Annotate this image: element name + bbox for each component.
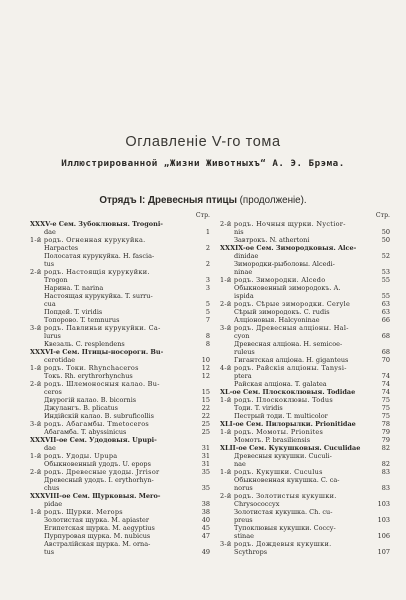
toc-entry-text: 2-й родъ. Ночныя щурки. Nyctior- bbox=[220, 220, 346, 228]
toc-entry-text: Нарина. T. narina bbox=[44, 284, 104, 292]
toc-entry-page: 63 bbox=[381, 308, 390, 316]
toc-entry-text: Обыкновенный зимородокъ. A. bbox=[234, 284, 341, 292]
toc-entry bbox=[30, 252, 210, 260]
toc-entry bbox=[220, 308, 390, 316]
toc-entry-page: 31 bbox=[201, 452, 210, 460]
toc-entry-text: Полосатая курукуйка. H. fascia- bbox=[44, 252, 155, 260]
toc-entry bbox=[220, 476, 390, 484]
toc-entry bbox=[30, 372, 210, 380]
toc-entry-text: ptera bbox=[234, 372, 252, 380]
toc-entry bbox=[220, 540, 390, 548]
toc-entry-page: 52 bbox=[381, 252, 390, 260]
toc-entry bbox=[220, 500, 390, 508]
toc-entry-page: 79 bbox=[381, 428, 390, 436]
toc-entry bbox=[220, 396, 390, 404]
toc-entry-text: XXXVIII-ое Сем. Щурковыя. Mero- bbox=[30, 492, 161, 500]
toc-entry bbox=[220, 268, 390, 276]
toc-entry bbox=[220, 492, 390, 500]
toc-entry-text: 1-й родъ. Плоскоклювы. Todus bbox=[220, 396, 334, 404]
toc-entry-page: 12 bbox=[201, 364, 210, 372]
toc-entry-text: 2-й родъ. Золотистыя кукушки. bbox=[220, 492, 337, 500]
toc-entry-text: Топорово. T. temnurus bbox=[44, 316, 120, 324]
toc-entry-text: 1-й родъ. Огненная курукуйка. bbox=[30, 236, 146, 244]
toc-entry-text: XL-ое Сем. Плоскоклювыя. Todidae bbox=[220, 388, 356, 396]
toc-entry-text: Джулангъ. B. plicatus bbox=[44, 404, 118, 412]
toc-entry-text: XXXV-е Сем. Зубоклювыя. Trogoni- bbox=[30, 220, 163, 228]
toc-entry bbox=[220, 316, 390, 324]
toc-entry bbox=[220, 332, 390, 340]
toc-entry-page: 22 bbox=[201, 412, 210, 420]
toc-entry bbox=[220, 348, 390, 356]
toc-entry-text: XXXVII-ое Сем. Удодовыя. Upupi- bbox=[30, 436, 157, 444]
toc-entry-page: 75 bbox=[381, 404, 390, 412]
toc-entry-text: Завтрокъ. N. athertoni bbox=[234, 236, 310, 244]
toc-entry-page: 25 bbox=[201, 420, 210, 428]
toc-entry-text: tus bbox=[44, 260, 55, 268]
toc-entry-text: Индійскій калао. B. subruficollis bbox=[44, 412, 154, 420]
toc-entry-text: Древесная алціона. H. semicoe- bbox=[234, 340, 343, 348]
toc-entry-text: Египетская щурка. M. aegyptius bbox=[44, 524, 155, 532]
toc-entry bbox=[220, 364, 390, 372]
toc-entry-text: nae bbox=[234, 460, 246, 468]
toc-entry-page: 31 bbox=[201, 460, 210, 468]
toc-entry bbox=[30, 444, 210, 452]
toc-entry bbox=[30, 292, 210, 300]
toc-entry bbox=[220, 508, 390, 516]
toc-entry-text: Тоди. T. viridis bbox=[234, 404, 283, 412]
toc-entry-text: 1-й родъ. Удоды. Upupa bbox=[30, 452, 118, 460]
toc-entry-page: 68 bbox=[381, 332, 390, 340]
toc-entry-text: Алціоновыя. Halcyoninae bbox=[234, 316, 320, 324]
toc-entry-page: 3 bbox=[205, 284, 210, 292]
toc-entry bbox=[220, 252, 390, 260]
toc-entry bbox=[30, 452, 210, 460]
toc-entry-text: 3-й родъ. Дождевыя кукушки. bbox=[220, 540, 332, 548]
toc-entry bbox=[220, 388, 390, 396]
toc-entry-page: 38 bbox=[201, 500, 210, 508]
toc-entry bbox=[220, 356, 390, 364]
toc-entry-page: 83 bbox=[381, 484, 390, 492]
toc-entry bbox=[220, 484, 390, 492]
toc-entry-text: XLI-ое Сем. Пилорылки. Prionitidae bbox=[220, 420, 356, 428]
toc-entry-text: Райская алціона. T. galatea bbox=[234, 380, 327, 388]
toc-entry-page: 83 bbox=[381, 468, 390, 476]
toc-entry bbox=[30, 492, 210, 500]
toc-entry bbox=[30, 380, 210, 388]
toc-entry-page: 53 bbox=[381, 268, 390, 276]
toc-entry-text: Trogon bbox=[44, 276, 68, 284]
toc-entry bbox=[220, 404, 390, 412]
toc-entry-page: 55 bbox=[381, 276, 390, 284]
toc-entry-page: 103 bbox=[377, 516, 390, 524]
toc-entry-page: 68 bbox=[381, 348, 390, 356]
toc-entry-text: Гигантская алціона. H. giganteus bbox=[234, 356, 349, 364]
toc-entry-text: nis bbox=[234, 228, 244, 236]
toc-entry-page: 15 bbox=[201, 396, 210, 404]
toc-entry-page: 31 bbox=[201, 444, 210, 452]
toc-entry-page: 35 bbox=[201, 484, 210, 492]
toc-entry-text: 1-й родъ. Зимородки. Alcedo bbox=[220, 276, 326, 284]
toc-entry bbox=[220, 420, 390, 428]
toc-entry-page: 40 bbox=[201, 516, 210, 524]
toc-entry bbox=[30, 516, 210, 524]
toc-entry-page: 74 bbox=[381, 380, 390, 388]
toc-entry-page: 8 bbox=[205, 332, 210, 340]
toc-entry bbox=[220, 236, 390, 244]
toc-entry bbox=[220, 548, 390, 556]
toc-entry-text: 4-й родъ. Райскія алціоны. Tanysi- bbox=[220, 364, 347, 372]
toc-entry bbox=[30, 276, 210, 284]
toc-entry-page: 45 bbox=[201, 524, 210, 532]
toc-entry bbox=[220, 412, 390, 420]
toc-entry bbox=[30, 396, 210, 404]
toc-entry bbox=[30, 428, 210, 436]
volume-title: Оглавленіе V-го тома bbox=[125, 134, 281, 150]
toc-entry-text: 3-й родъ. Абагамбы. Tmetoceros bbox=[30, 420, 150, 428]
toc-entry-page: 70 bbox=[381, 356, 390, 364]
toc-entry-text: Обыкновенный удодъ. U. epops bbox=[44, 460, 151, 468]
toc-entry-text: Австралійская щурка. M. orna- bbox=[44, 540, 151, 548]
toc-entry-page: 82 bbox=[381, 460, 390, 468]
toc-entry-text: ceros bbox=[44, 388, 62, 396]
toc-entry-page: 25 bbox=[201, 428, 210, 436]
toc-entry-text: XLII-ое Сем. Кукушковыя. Cuculidae bbox=[220, 444, 361, 452]
toc-entry-text: Harpactes bbox=[44, 244, 79, 252]
toc-entry bbox=[30, 300, 210, 308]
toc-entry-text: Пестрый тоди. T. multicolor bbox=[234, 412, 328, 420]
toc-entry-text: stinae bbox=[234, 532, 254, 540]
toc-entry-page: 78 bbox=[381, 420, 390, 428]
toc-entry-page: 2 bbox=[205, 244, 210, 252]
toc-entry-text: 1-й родъ. Щурки. Merops bbox=[30, 508, 123, 516]
toc-entry-text: Настоящая курукуйка. T. surru- bbox=[44, 292, 153, 300]
toc-entry bbox=[30, 332, 210, 340]
toc-entry-text: dae bbox=[44, 228, 56, 236]
toc-entry bbox=[30, 436, 210, 444]
toc-entry bbox=[30, 268, 210, 276]
toc-entry bbox=[30, 420, 210, 428]
toc-entry-page: 47 bbox=[201, 532, 210, 540]
toc-entry-text: Золотистая кукушка. Ch. cu- bbox=[234, 508, 333, 516]
page-column-label: Стр. bbox=[195, 212, 210, 219]
toc-entry bbox=[220, 380, 390, 388]
toc-entry-page: 22 bbox=[201, 404, 210, 412]
toc-entry bbox=[30, 532, 210, 540]
toc-entry-page: 50 bbox=[381, 228, 390, 236]
toc-entry-text: cyon bbox=[234, 332, 250, 340]
toc-entry-page: 35 bbox=[201, 468, 210, 476]
toc-entry-text: 3-й родъ. Древесныя алціоны. Hal- bbox=[220, 324, 349, 332]
toc-entry-text: Токъ. Rh. erythrorhynchus bbox=[44, 372, 133, 380]
toc-entry-page: 2 bbox=[205, 260, 210, 268]
toc-entry bbox=[30, 348, 210, 356]
toc-entry bbox=[220, 284, 390, 292]
toc-entry bbox=[220, 220, 390, 228]
toc-entry-page: 10 bbox=[201, 356, 210, 364]
toc-entry-page: 106 bbox=[377, 532, 390, 540]
toc-entry-text: Scythrops bbox=[234, 548, 268, 556]
toc-entry-text: dinidae bbox=[234, 252, 259, 260]
toc-entry-text: dae bbox=[44, 444, 56, 452]
work-subtitle: Иллюстрированной „Жизни Животныхъ“ А. Э. Брэма. bbox=[61, 158, 345, 169]
toc-entry bbox=[220, 532, 390, 540]
toc-entry-text: ruleus bbox=[234, 348, 255, 356]
toc-entry-page: 79 bbox=[381, 436, 390, 444]
toc-entry-text: 2-й родъ. Настоящія курукуйки. bbox=[30, 268, 150, 276]
toc-entry bbox=[220, 324, 390, 332]
toc-entry bbox=[30, 388, 210, 396]
toc-entry bbox=[220, 452, 390, 460]
toc-entry bbox=[30, 356, 210, 364]
toc-entry-text: cerotidae bbox=[44, 356, 76, 364]
toc-entry bbox=[30, 228, 210, 236]
toc-entry bbox=[220, 340, 390, 348]
toc-entry bbox=[30, 308, 210, 316]
toc-entry-page: 15 bbox=[201, 388, 210, 396]
toc-entry bbox=[220, 436, 390, 444]
toc-entry-text: pidae bbox=[44, 500, 63, 508]
toc-left-column bbox=[30, 211, 210, 556]
toc-entry-text: XXXVI-е Сем. Птицы-носороги. Bu- bbox=[30, 348, 164, 356]
toc-entry-page: 50 bbox=[381, 236, 390, 244]
toc-entry-page: 3 bbox=[205, 276, 210, 284]
toc-entry-text: cua bbox=[44, 300, 56, 308]
toc-entry-text: XXXIX-ое Сем. Зимородковыя. Alce- bbox=[220, 244, 357, 252]
toc-entry-page: 103 bbox=[377, 500, 390, 508]
toc-entry-text: Двурогій калао. B. bicornis bbox=[44, 396, 137, 404]
toc-entry-page: 74 bbox=[381, 372, 390, 380]
toc-entry bbox=[220, 276, 390, 284]
toc-entry bbox=[30, 340, 210, 348]
toc-entry-page: 75 bbox=[381, 396, 390, 404]
toc-entry-page: 55 bbox=[381, 292, 390, 300]
toc-entry bbox=[30, 260, 210, 268]
toc-entry-text: norus bbox=[234, 484, 253, 492]
toc-right-column bbox=[220, 211, 390, 556]
toc-entry-text: Пурпуровая щурка. M. nubicus bbox=[44, 532, 151, 540]
toc-entry-text: Золотистая щурка. M. apiaster bbox=[44, 516, 149, 524]
toc-entry bbox=[30, 524, 210, 532]
toc-entry bbox=[220, 228, 390, 236]
toc-entry bbox=[220, 244, 390, 252]
toc-entry-text: preus bbox=[234, 516, 253, 524]
toc-entry bbox=[220, 372, 390, 380]
toc-entry-page: 74 bbox=[381, 388, 390, 396]
toc-entry-text: Chrysococcyx bbox=[234, 500, 280, 508]
toc-entry-text: ninae bbox=[234, 268, 253, 276]
toc-entry bbox=[220, 292, 390, 300]
toc-entry bbox=[220, 428, 390, 436]
toc-entry bbox=[30, 460, 210, 468]
toc-entry bbox=[30, 508, 210, 516]
toc-entry-page: 8 bbox=[205, 340, 210, 348]
toc-entry-page: 1 bbox=[205, 228, 210, 236]
toc-entry-text: Зимородки-рыболовы. Alcedi- bbox=[234, 260, 335, 268]
toc-entry bbox=[220, 460, 390, 468]
toc-entry bbox=[30, 244, 210, 252]
toc-entry bbox=[220, 300, 390, 308]
toc-entry bbox=[30, 540, 210, 548]
toc-entry-page: 49 bbox=[201, 548, 210, 556]
toc-entry-text: 1-й родъ. Момоты. Prionites bbox=[220, 428, 324, 436]
order-heading bbox=[0, 195, 406, 206]
order-heading-note: (продолженіе). bbox=[236, 195, 307, 206]
toc-entry-page: 7 bbox=[205, 316, 210, 324]
toc-entry-text: Квезаль. C. resplendens bbox=[44, 340, 125, 348]
toc-entry bbox=[30, 476, 210, 484]
toc-entry bbox=[30, 404, 210, 412]
order-heading-name: Отрядъ I: Древесныя птицы bbox=[99, 195, 237, 206]
toc-entry-text: lurus bbox=[44, 332, 61, 340]
toc-entry-text: 2-й родъ. Сѣрые зимородки. Ceryle bbox=[220, 300, 351, 308]
toc-entry bbox=[30, 500, 210, 508]
toc-entry-text: Обыкновенная кукушка. C. ca- bbox=[234, 476, 340, 484]
toc-entry-page: 5 bbox=[205, 308, 210, 316]
toc-entry bbox=[30, 236, 210, 244]
toc-entry-text: ispida bbox=[234, 292, 254, 300]
toc-entry bbox=[220, 260, 390, 268]
toc-entry-text: 1-й родъ. Кукушки. Cuculus bbox=[220, 468, 323, 476]
toc-entry bbox=[30, 484, 210, 492]
toc-entry-text: Момотъ. P. brasiliensis bbox=[234, 436, 311, 444]
toc-entry bbox=[30, 284, 210, 292]
toc-entry-text: 3-й родъ. Павлиньи курукуйки. Ca- bbox=[30, 324, 161, 332]
toc-entry-text: Попдей. T. viridis bbox=[44, 308, 103, 316]
toc-entry-page: 75 bbox=[381, 412, 390, 420]
toc-entry bbox=[30, 324, 210, 332]
toc-entry bbox=[220, 524, 390, 532]
toc-entry bbox=[220, 468, 390, 476]
toc-entry-page: 12 bbox=[201, 372, 210, 380]
toc-entry bbox=[30, 364, 210, 372]
toc-entry-text: Древесный удодъ. I. erythorhyn- bbox=[44, 476, 154, 484]
toc-entry bbox=[30, 468, 210, 476]
toc-entry-text: Абагамба. T. abyssinicus bbox=[44, 428, 127, 436]
toc-entry bbox=[30, 548, 210, 556]
toc-entry-page: 82 bbox=[381, 444, 390, 452]
page-column-label: Стр. bbox=[375, 212, 390, 219]
toc-entry-page: 107 bbox=[377, 548, 390, 556]
toc-entry-text: chus bbox=[44, 484, 60, 492]
toc-entry-text: Тупоклювыя кукушки. Coccy- bbox=[234, 524, 336, 532]
toc-entry bbox=[30, 412, 210, 420]
toc-entry-text: Древесныя кукушки. Cuculi- bbox=[234, 452, 332, 460]
toc-entry-text: 2-й родъ. Шлемоносныя калао. Bu- bbox=[30, 380, 160, 388]
toc-entry-text: Сѣрый зимородокъ. C. rudis bbox=[234, 308, 330, 316]
toc-entry bbox=[30, 220, 210, 228]
toc-entry bbox=[30, 316, 210, 324]
toc-entry-page: 38 bbox=[201, 508, 210, 516]
toc-entry-text: 1-й родъ. Токи. Rhynchaceros bbox=[30, 364, 139, 372]
toc-entry bbox=[220, 516, 390, 524]
toc-entry-page: 63 bbox=[381, 300, 390, 308]
toc-entry-text: tus bbox=[44, 548, 55, 556]
toc-entry-text: 2-й родъ. Древесные удоды. Jrrisor bbox=[30, 468, 160, 476]
toc-entry bbox=[220, 444, 390, 452]
toc-entry-page: 5 bbox=[205, 300, 210, 308]
toc-entry-page: 66 bbox=[381, 316, 390, 324]
